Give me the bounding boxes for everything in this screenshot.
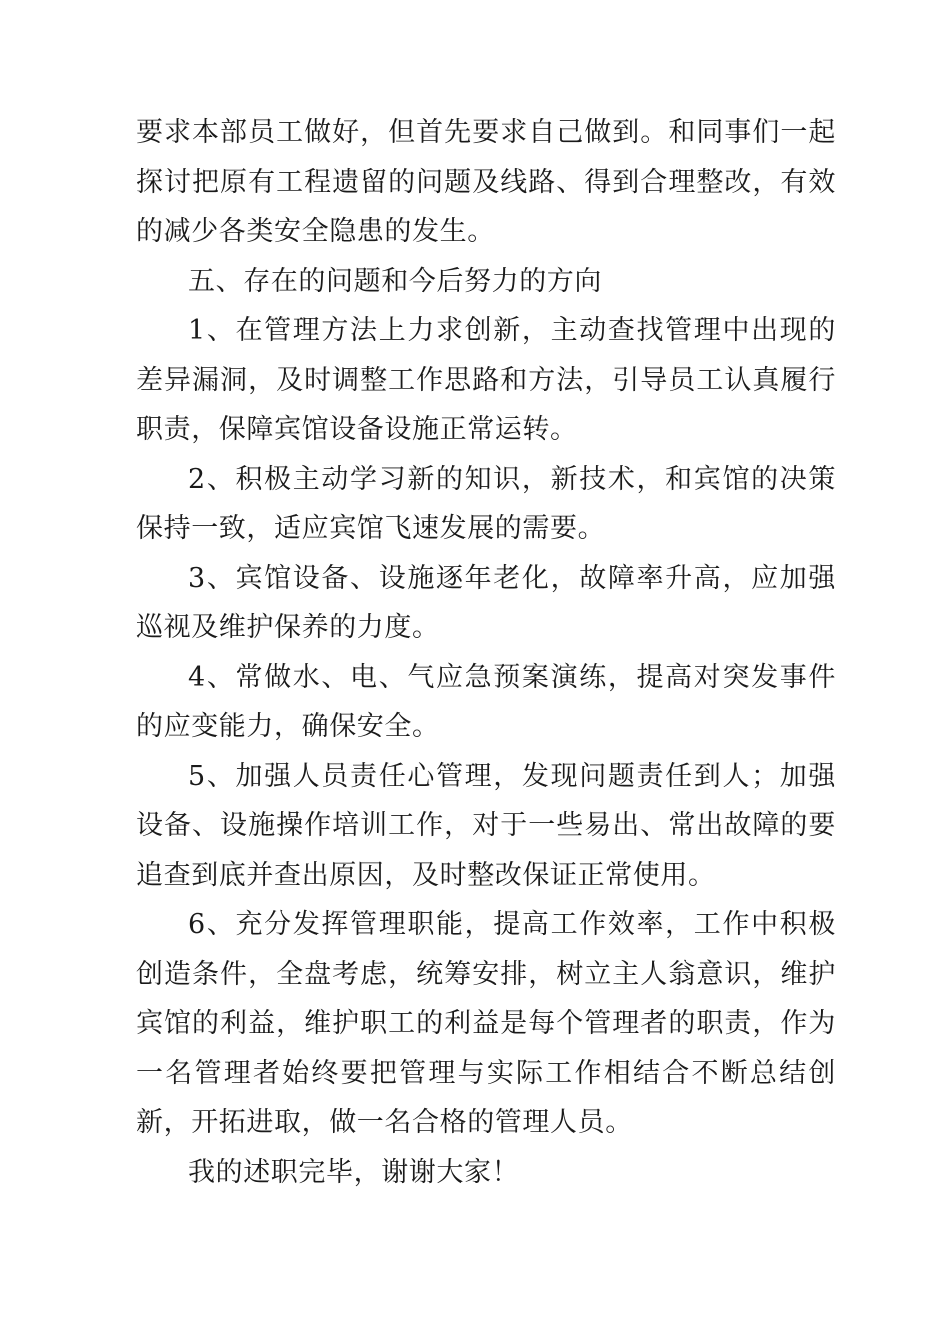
paragraph-continuation: 要求本部员工做好，但首先要求自己做到。和同事们一起探讨把原有工程遗留的问题及线路、得到合理整改，有效的减少各类安全隐患的发生。 — [136, 117, 836, 247]
list-item-2: 2、积极主动学习新的知识，新技术，和宾馆的决策保持一致，适应宾馆飞速发展的需要。 — [136, 463, 836, 544]
section-heading: 五、存在的问题和今后努力的方向 — [188, 265, 602, 297]
list-item-3: 3、宾馆设备、设施逐年老化，故障率升高，应加强巡视及维护保养的力度。 — [136, 562, 836, 643]
list-item-1: 1、在管理方法上力求创新，主动查找管理中出现的差异漏洞，及时调整工作思路和方法，引导员工认真履行职责，保障宾馆设备设施正常运转。 — [136, 315, 836, 445]
list-item-5: 5、加强人员责任心管理，发现问题责任到人；加强设备、设施操作培训工作，对于一些易出、常出故障的要追查到底并查出原因，及时整改保证正常使用。 — [136, 760, 836, 891]
list-item-6: 6、充分发挥管理职能，提高工作效率，工作中积极创造条件，全盘考虑，统筹安排，树立主人翁意识，维护宾馆的利益，维护职工的利益是每个管理者的职责，作为一名管理者始终要把管理与实际工作相结合不断总结创新，开拓进取，做一名合格的管理人员。 — [136, 909, 836, 1138]
list-item-4: 4、常做水、电、气应急预案演练，提高对突发事件的应变能力，确保安全。 — [136, 661, 836, 742]
closing-line: 我的述职完毕，谢谢大家！ — [188, 1156, 520, 1188]
document-body — [136, 108, 836, 1197]
